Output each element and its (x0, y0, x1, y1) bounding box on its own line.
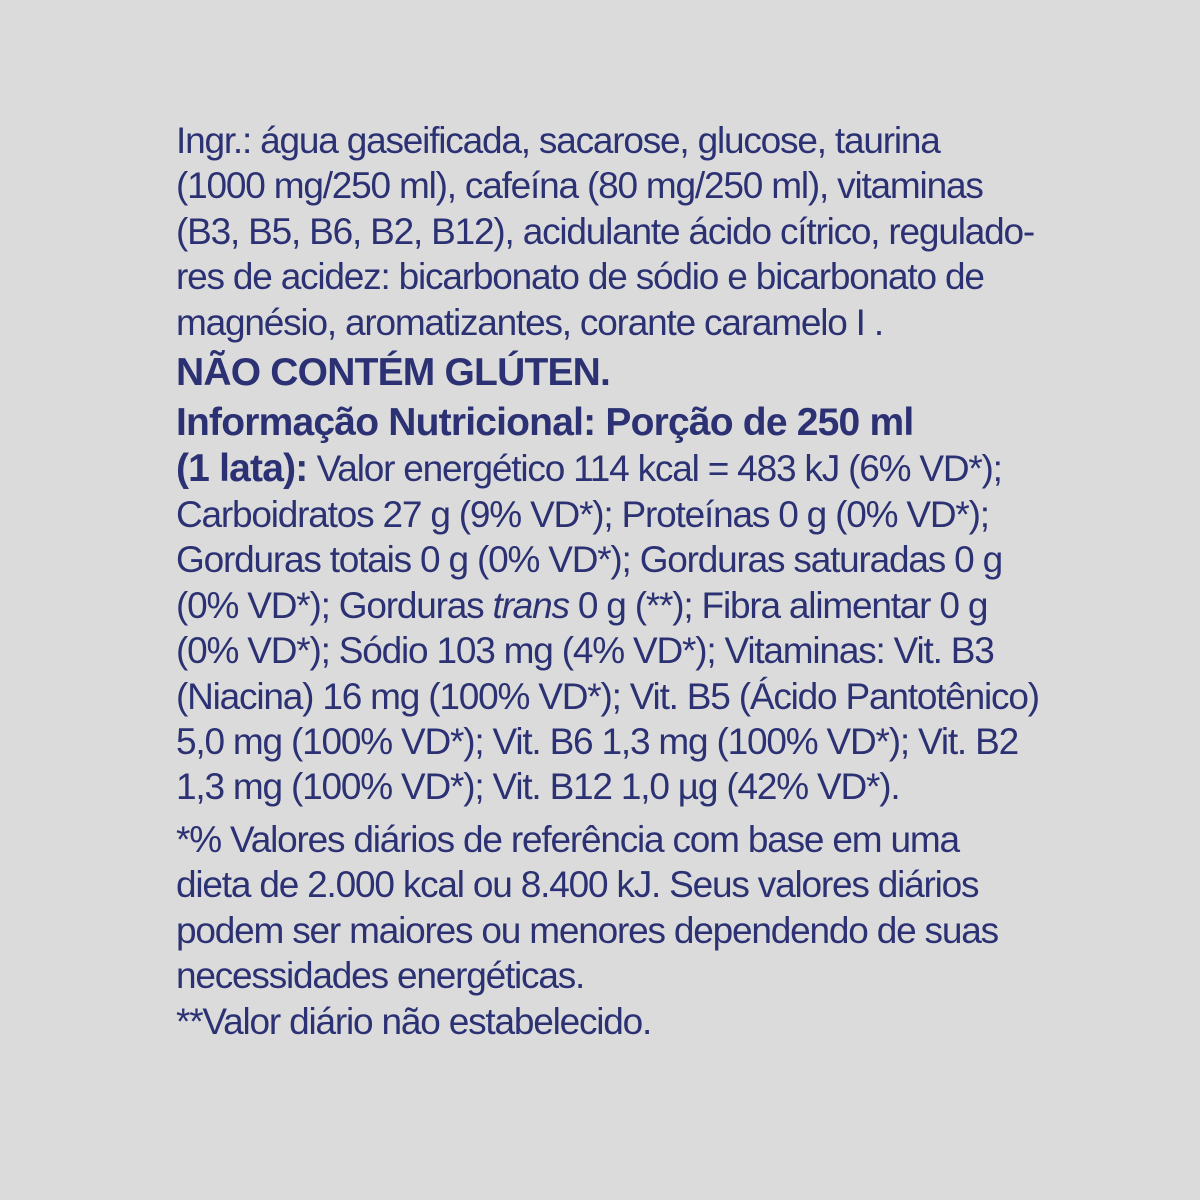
daily-values-footnote-line: *% Valores diários de referência com base em uma (176, 818, 959, 860)
ingredients-line: (B3, B5, B6, B2, B12), acidulante ácido cítrico, regulado- (176, 210, 1034, 252)
nutrition-line: Carboidratos 27 g (9% VD*); Proteínas 0 g (0% VD*); (176, 494, 989, 536)
nutrition-line: (Niacina) 16 mg (100% VD*); Vit. B5 (Ácido Pantotênico) (176, 675, 1039, 717)
ingredients-paragraph (176, 118, 1076, 345)
serving-size-bold: (1 lata): (176, 447, 308, 491)
nutrition-heading: Informação Nutricional: Porção de 250 ml (176, 401, 914, 445)
nutrition-line: (0% VD*); Sódio 103 mg (4% VD*); Vitaminas: Vit. B3 (176, 630, 994, 672)
trans-fat-pre: (0% VD*); Gorduras (176, 584, 493, 626)
label-text-block (176, 118, 1076, 1044)
gluten-free-notice (176, 350, 1076, 396)
nutrition-line: 1,3 mg (100% VD*); Vit. B12 1,0 µg (42% VD*). (176, 766, 900, 808)
footnotes-section (176, 817, 1076, 1044)
daily-values-footnote-line: necessidades energéticas. (176, 955, 585, 997)
trans-fat-post: 0 g (**); Fibra alimentar 0 g (568, 584, 988, 626)
ingredients-line: (1000 mg/250 ml), cafeína (80 mg/250 ml), vitaminas (176, 165, 983, 207)
trans-fat-italic: trans (492, 584, 569, 626)
nutrition-line: Gorduras totais 0 g (0% VD*); Gorduras saturadas 0 g (176, 539, 1003, 581)
nutrition-section (176, 400, 1076, 810)
daily-values-footnote-line: dieta de 2.000 kcal ou 8.400 kJ. Seus valores diários (176, 864, 979, 906)
not-established-footnote: **Valor diário não estabelecido. (176, 1000, 652, 1042)
daily-values-footnote-line: podem ser maiores ou menores dependendo de suas (176, 909, 998, 951)
nutrition-line: 5,0 mg (100% VD*); Vit. B6 1,3 mg (100% VD*); Vit. B2 (176, 721, 1018, 763)
serving-line (176, 446, 1076, 492)
ingredients-line: res de acidez: bicarbonato de sódio e bicarbonato de (176, 256, 984, 298)
gluten-free-text: NÃO CONTÉM GLÚTEN. (176, 351, 611, 395)
ingredients-line: magnésio, aromatizantes, corante caramelo I . (176, 301, 883, 343)
energy-value-text: Valor energético 114 kcal = 483 kJ (6% VD*); (307, 448, 1002, 490)
trans-fat-line (176, 583, 1076, 628)
ingredients-line: Ingr.: água gaseificada, sacarose, glucose, taurina (176, 120, 940, 161)
